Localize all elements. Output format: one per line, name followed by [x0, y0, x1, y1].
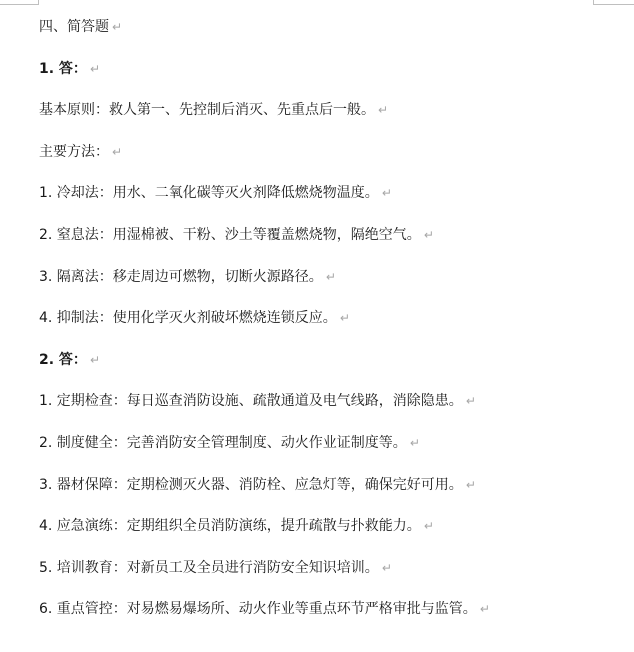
paragraph: 主要方法： ↵: [39, 143, 123, 160]
section-heading: 四、简答题 ↵: [39, 19, 123, 35]
page-corner-mark-left: [0, 0, 39, 5]
document-body[interactable]: [39, 15, 619, 639]
paragraph-mark-icon: ↵: [112, 144, 123, 159]
answer-heading-2: 2. 答： ↵: [39, 351, 100, 368]
paragraph-mark-icon: ↵: [89, 352, 100, 367]
paragraph-mark-icon: ↵: [465, 394, 476, 409]
paragraph-mark-icon: ↵: [381, 560, 392, 575]
list-item: 5. 培训教育：对新员工及全员进行消防安全知识培训。 ↵: [39, 559, 392, 576]
list-item: 2. 制度健全：完善消防安全管理制度、动火作业证制度等。 ↵: [39, 434, 420, 451]
paragraph-mark-icon: ↵: [378, 103, 389, 118]
list-item: 4. 抑制法：使用化学灭火剂破坏燃烧连锁反应。 ↵: [39, 310, 350, 327]
paragraph-mark-icon: ↵: [89, 61, 100, 76]
list-item: 3. 隔离法：移走周边可燃物，切断火源路径。 ↵: [39, 268, 336, 285]
list-item: 1. 定期检查：每日巡查消防设施、疏散通道及电气线路，消除隐患。 ↵: [39, 393, 476, 410]
paragraph-mark-icon: ↵: [325, 269, 336, 284]
list-item: 2. 窒息法：用湿棉被、干粉、沙土等覆盖燃烧物，隔绝空气。 ↵: [39, 226, 434, 243]
list-item: 3. 器材保障：定期检测灭火器、消防栓、应急灯等，确保完好可用。 ↵: [39, 476, 476, 493]
paragraph-mark-icon: ↵: [423, 227, 434, 242]
paragraph: 基本原则：救人第一、先控制后消灭、先重点后一般。 ↵: [39, 102, 389, 119]
paragraph-mark-icon: ↵: [339, 311, 350, 326]
answer-heading-1: 1. 答： ↵: [39, 60, 100, 77]
paragraph-mark-icon: ↵: [409, 435, 420, 450]
paragraph-mark-icon: ↵: [423, 519, 434, 534]
paragraph-mark-icon: ↵: [112, 20, 123, 34]
list-item: 6. 重点管控：对易燃易爆场所、动火作业等重点环节严格审批与监管。 ↵: [39, 601, 490, 618]
paragraph-mark-icon: ↵: [479, 602, 490, 617]
paragraph-mark-icon: ↵: [381, 186, 392, 201]
list-item: 1. 冷却法：用水、二氧化碳等灭火剂降低燃烧物温度。 ↵: [39, 185, 392, 202]
list-item: 4. 应急演练：定期组织全员消防演练，提升疏散与扑救能力。 ↵: [39, 518, 434, 535]
paragraph-mark-icon: ↵: [465, 477, 476, 492]
page-corner-mark-right: [593, 0, 634, 5]
